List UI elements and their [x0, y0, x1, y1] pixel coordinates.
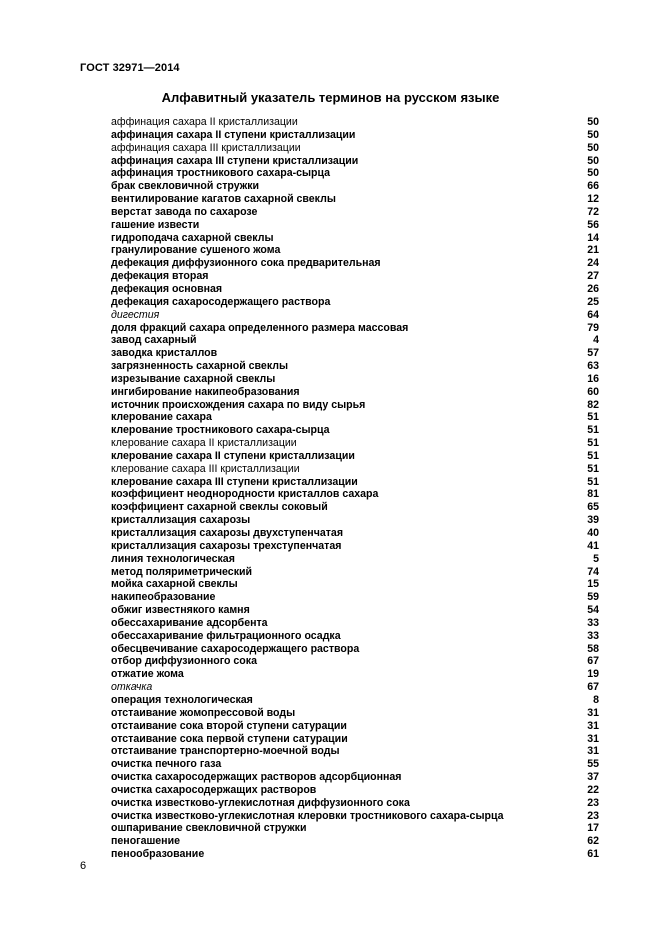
index-page-ref: 25: [587, 295, 599, 308]
index-page-ref: 40: [587, 527, 599, 539]
index-term: мойка сахарной свеклы: [111, 578, 238, 591]
index-entry: [111, 206, 599, 219]
index-page-ref: 12: [587, 193, 599, 206]
index-term: пеногашение: [111, 835, 180, 848]
index-term: аффинация сахара II ступени кристаллизации: [111, 128, 356, 141]
index-term: обессахаривание фильтрационного осадка: [111, 629, 341, 642]
index-term: коэффициент сахарной свеклы соковый: [111, 501, 328, 514]
index-page-ref: 39: [587, 514, 599, 527]
index-page-ref: 51: [587, 437, 599, 450]
index-page-ref: 72: [587, 205, 599, 218]
page-number: 6: [80, 860, 87, 872]
index-entry: [111, 155, 599, 168]
index-entry: [111, 411, 599, 424]
index-term: накипеобразование: [111, 591, 216, 604]
index-page-ref: 67: [587, 681, 599, 694]
index-page-ref: 50: [587, 154, 599, 167]
index-term: кристаллизация сахарозы двухступенчатая: [111, 527, 344, 539]
index-entry: [111, 758, 599, 771]
index-page-ref: 33: [587, 616, 599, 629]
index-term: отстаивание сока первой ступени сатурации: [111, 732, 348, 745]
index-page-ref: 4: [593, 334, 599, 347]
index-page-ref: 41: [587, 539, 599, 552]
index-entry: [111, 810, 599, 823]
index-entry: [111, 257, 599, 270]
index-entry: [111, 244, 599, 257]
index-page-ref: 23: [587, 796, 599, 809]
index-term: очистка известково-углекислотная диффузионного сока: [111, 796, 410, 809]
index-page-ref: 17: [587, 822, 599, 835]
index-entry: [111, 617, 599, 630]
index-page-ref: 50: [587, 116, 599, 128]
index-entry: [111, 771, 599, 784]
index-term: клерование сахара III кристаллизации: [111, 462, 300, 475]
index-entry: [111, 733, 599, 746]
index-entry: [111, 386, 599, 399]
index-entry: [111, 694, 599, 707]
index-term: дефекация сахаросодержащего раствора: [111, 295, 331, 308]
index-term: кристаллизация сахарозы трехступенчатая: [111, 539, 342, 552]
index-entry: [111, 399, 599, 412]
index-page-ref: 23: [587, 809, 599, 822]
index-term: источник происхождения сахара по виду сырья: [111, 398, 366, 411]
index-term: клерование сахара II ступени кристаллизации: [111, 449, 355, 462]
index-page-ref: 15: [587, 578, 599, 591]
index-page-ref: 81: [587, 488, 599, 501]
index-term: очистка печного газа: [111, 758, 222, 771]
index-term: заводка кристаллов: [111, 347, 218, 360]
index-term: аффинация сахара II кристаллизации: [111, 116, 298, 128]
index-term: линия технологическая: [111, 552, 235, 565]
index-page-ref: 24: [587, 257, 599, 270]
index-term: брак свекловичной стружки: [111, 180, 260, 193]
index-entry: [111, 193, 599, 206]
index-term: клерование сахара: [111, 411, 212, 424]
index-entry: [111, 848, 599, 861]
index-page-ref: 82: [587, 398, 599, 411]
index-page-ref: 50: [587, 128, 599, 141]
index-term: дефекация вторая: [111, 270, 209, 283]
index-entry: [111, 797, 599, 810]
index-entry: [111, 540, 599, 553]
index-term: гидроподача сахарной свеклы: [111, 231, 274, 244]
index-entry: [111, 283, 599, 296]
index-page-ref: 74: [587, 565, 599, 578]
index-term: пенообразование: [111, 848, 205, 861]
index-entry: [111, 219, 599, 232]
index-entry: [111, 668, 599, 681]
index-entry: [111, 578, 599, 591]
index-term: коэффициент неоднородности кристаллов сахара: [111, 488, 379, 501]
index-term: отстаивание транспортерно-моечной воды: [111, 745, 340, 758]
index-page-ref: 51: [587, 449, 599, 462]
index-page-ref: 8: [593, 693, 599, 706]
index-term: отстаивание жомопрессовой воды: [111, 706, 296, 719]
index-term: клерование тростникового сахара-сырца: [111, 424, 330, 437]
index-term: дефекация основная: [111, 282, 223, 295]
index-entry: [111, 167, 599, 180]
index-page-ref: 62: [587, 835, 599, 848]
index-page-ref: 60: [587, 385, 599, 398]
index-entry: [111, 630, 599, 643]
index-entry: [111, 437, 599, 450]
index-entry: [111, 745, 599, 758]
index-entry: [111, 424, 599, 437]
index-entry: [111, 373, 599, 386]
index-entry: [111, 232, 599, 245]
index-entry: [111, 129, 599, 142]
index-page-ref: 27: [587, 270, 599, 283]
index-page-ref: 51: [587, 475, 599, 488]
index-page-ref: 31: [587, 732, 599, 745]
index-page-ref: 61: [587, 848, 599, 861]
index-page-ref: 22: [587, 783, 599, 796]
index-page-ref: 59: [587, 591, 599, 604]
index-entry: [111, 334, 599, 347]
index-entry: [111, 450, 599, 463]
index-page-ref: 19: [587, 668, 599, 681]
index-page-ref: 16: [587, 372, 599, 385]
index-entry: [111, 681, 599, 694]
index-entry: [111, 501, 599, 514]
index-term: отстаивание сока второй ступени сатурации: [111, 719, 347, 732]
index-term: метод поляриметрический: [111, 565, 253, 578]
index-term: ошпаривание свекловичной стружки: [111, 822, 307, 835]
index-term: очистка известково-углекислотная клеровки тростникового сахара-сырца: [111, 809, 504, 822]
index-term: загрязненность сахарной свеклы: [111, 360, 289, 373]
index-page-ref: 31: [587, 706, 599, 719]
index-entry: [111, 180, 599, 193]
index-term: доля фракций сахара определенного размера массовая: [111, 321, 409, 334]
index-term: клерование сахара II кристаллизации: [111, 437, 297, 450]
index-entry: [111, 514, 599, 527]
index-entry: [111, 116, 599, 129]
index-term: клерование сахара III ступени кристаллизации: [111, 475, 358, 488]
index-page-ref: 21: [587, 244, 599, 257]
index-term: очистка сахаросодержащих растворов: [111, 783, 317, 796]
index-term: обжиг известнякого камня: [111, 604, 250, 617]
index-entry: [111, 360, 599, 373]
index-page-ref: 31: [587, 745, 599, 758]
index-page-ref: 57: [587, 347, 599, 360]
index-entry: [111, 142, 599, 155]
index-entry: [111, 322, 599, 335]
index-page-ref: 31: [587, 719, 599, 732]
index-entry: [111, 476, 599, 489]
index-term: вентилирование кагатов сахарной свеклы: [111, 193, 336, 206]
index-term: аффинация сахара III кристаллизации: [111, 141, 301, 154]
index-page-ref: 58: [587, 642, 599, 655]
index-page-ref: 51: [587, 462, 599, 475]
index-term: ингибирование накипеобразования: [111, 385, 300, 398]
index-page-ref: 54: [587, 604, 599, 617]
page-title: Алфавитный указатель терминов на русском языке: [161, 90, 500, 105]
index-term: дигестия: [111, 308, 160, 321]
index-entry: [111, 488, 599, 501]
index-page-ref: 79: [587, 321, 599, 334]
index-term: завод сахарный: [111, 334, 197, 347]
index-entry: [111, 720, 599, 733]
index-term: аффинация сахара III ступени кристаллизации: [111, 154, 359, 167]
index-term: обесцвечивание сахаросодержащего раствора: [111, 642, 360, 655]
index-entry: [111, 604, 599, 617]
index-entry: [111, 643, 599, 656]
index-entry: [111, 309, 599, 322]
index-term: откачка: [111, 681, 153, 694]
index-entry: [111, 553, 599, 566]
index-term: верстат завода по сахарозе: [111, 205, 258, 218]
index-page-ref: 26: [587, 282, 599, 295]
index-entry: [111, 591, 599, 604]
index-page-ref: 51: [587, 424, 599, 437]
index-term: отбор диффузионного сока: [111, 655, 257, 668]
index-term: обессахаривание адсорбента: [111, 616, 268, 629]
index-page-ref: 55: [587, 758, 599, 771]
index-entry: [111, 463, 599, 476]
term-index-list: [111, 116, 599, 861]
index-term: гашение извести: [111, 218, 200, 231]
index-term: гранулирование сушеного жома: [111, 244, 281, 257]
index-page-ref: 56: [587, 218, 599, 231]
index-page-ref: 50: [587, 141, 599, 154]
index-term: кристаллизация сахарозы: [111, 514, 251, 527]
index-entry: [111, 527, 599, 540]
index-page-ref: 65: [587, 501, 599, 514]
index-term: аффинация тростникового сахара-сырца: [111, 167, 331, 180]
index-term: изрезывание сахарной свеклы: [111, 372, 276, 385]
index-entry: [111, 822, 599, 835]
index-page-ref: 37: [587, 771, 599, 784]
index-term: дефекация диффузионного сока предварительная: [111, 257, 381, 270]
index-entry: [111, 566, 599, 579]
index-entry: [111, 707, 599, 720]
index-page-ref: 67: [587, 655, 599, 668]
index-page-ref: 63: [587, 360, 599, 373]
index-term: отжатие жома: [111, 668, 184, 681]
index-entry: [111, 296, 599, 309]
index-page-ref: 64: [587, 308, 599, 321]
index-entry: [111, 835, 599, 848]
index-entry: [111, 784, 599, 797]
index-entry: [111, 347, 599, 360]
index-page-ref: 5: [593, 552, 599, 565]
index-term: очистка сахаросодержащих растворов адсорбционная: [111, 771, 402, 784]
index-page-ref: 51: [587, 411, 599, 424]
index-page-ref: 33: [587, 629, 599, 642]
document-code: ГОСТ 32971—2014: [80, 62, 180, 74]
index-term: операция технологическая: [111, 693, 253, 706]
index-entry: [111, 270, 599, 283]
index-page-ref: 66: [587, 180, 599, 193]
index-page-ref: 50: [587, 167, 599, 180]
index-page-ref: 14: [587, 231, 599, 244]
index-entry: [111, 655, 599, 668]
